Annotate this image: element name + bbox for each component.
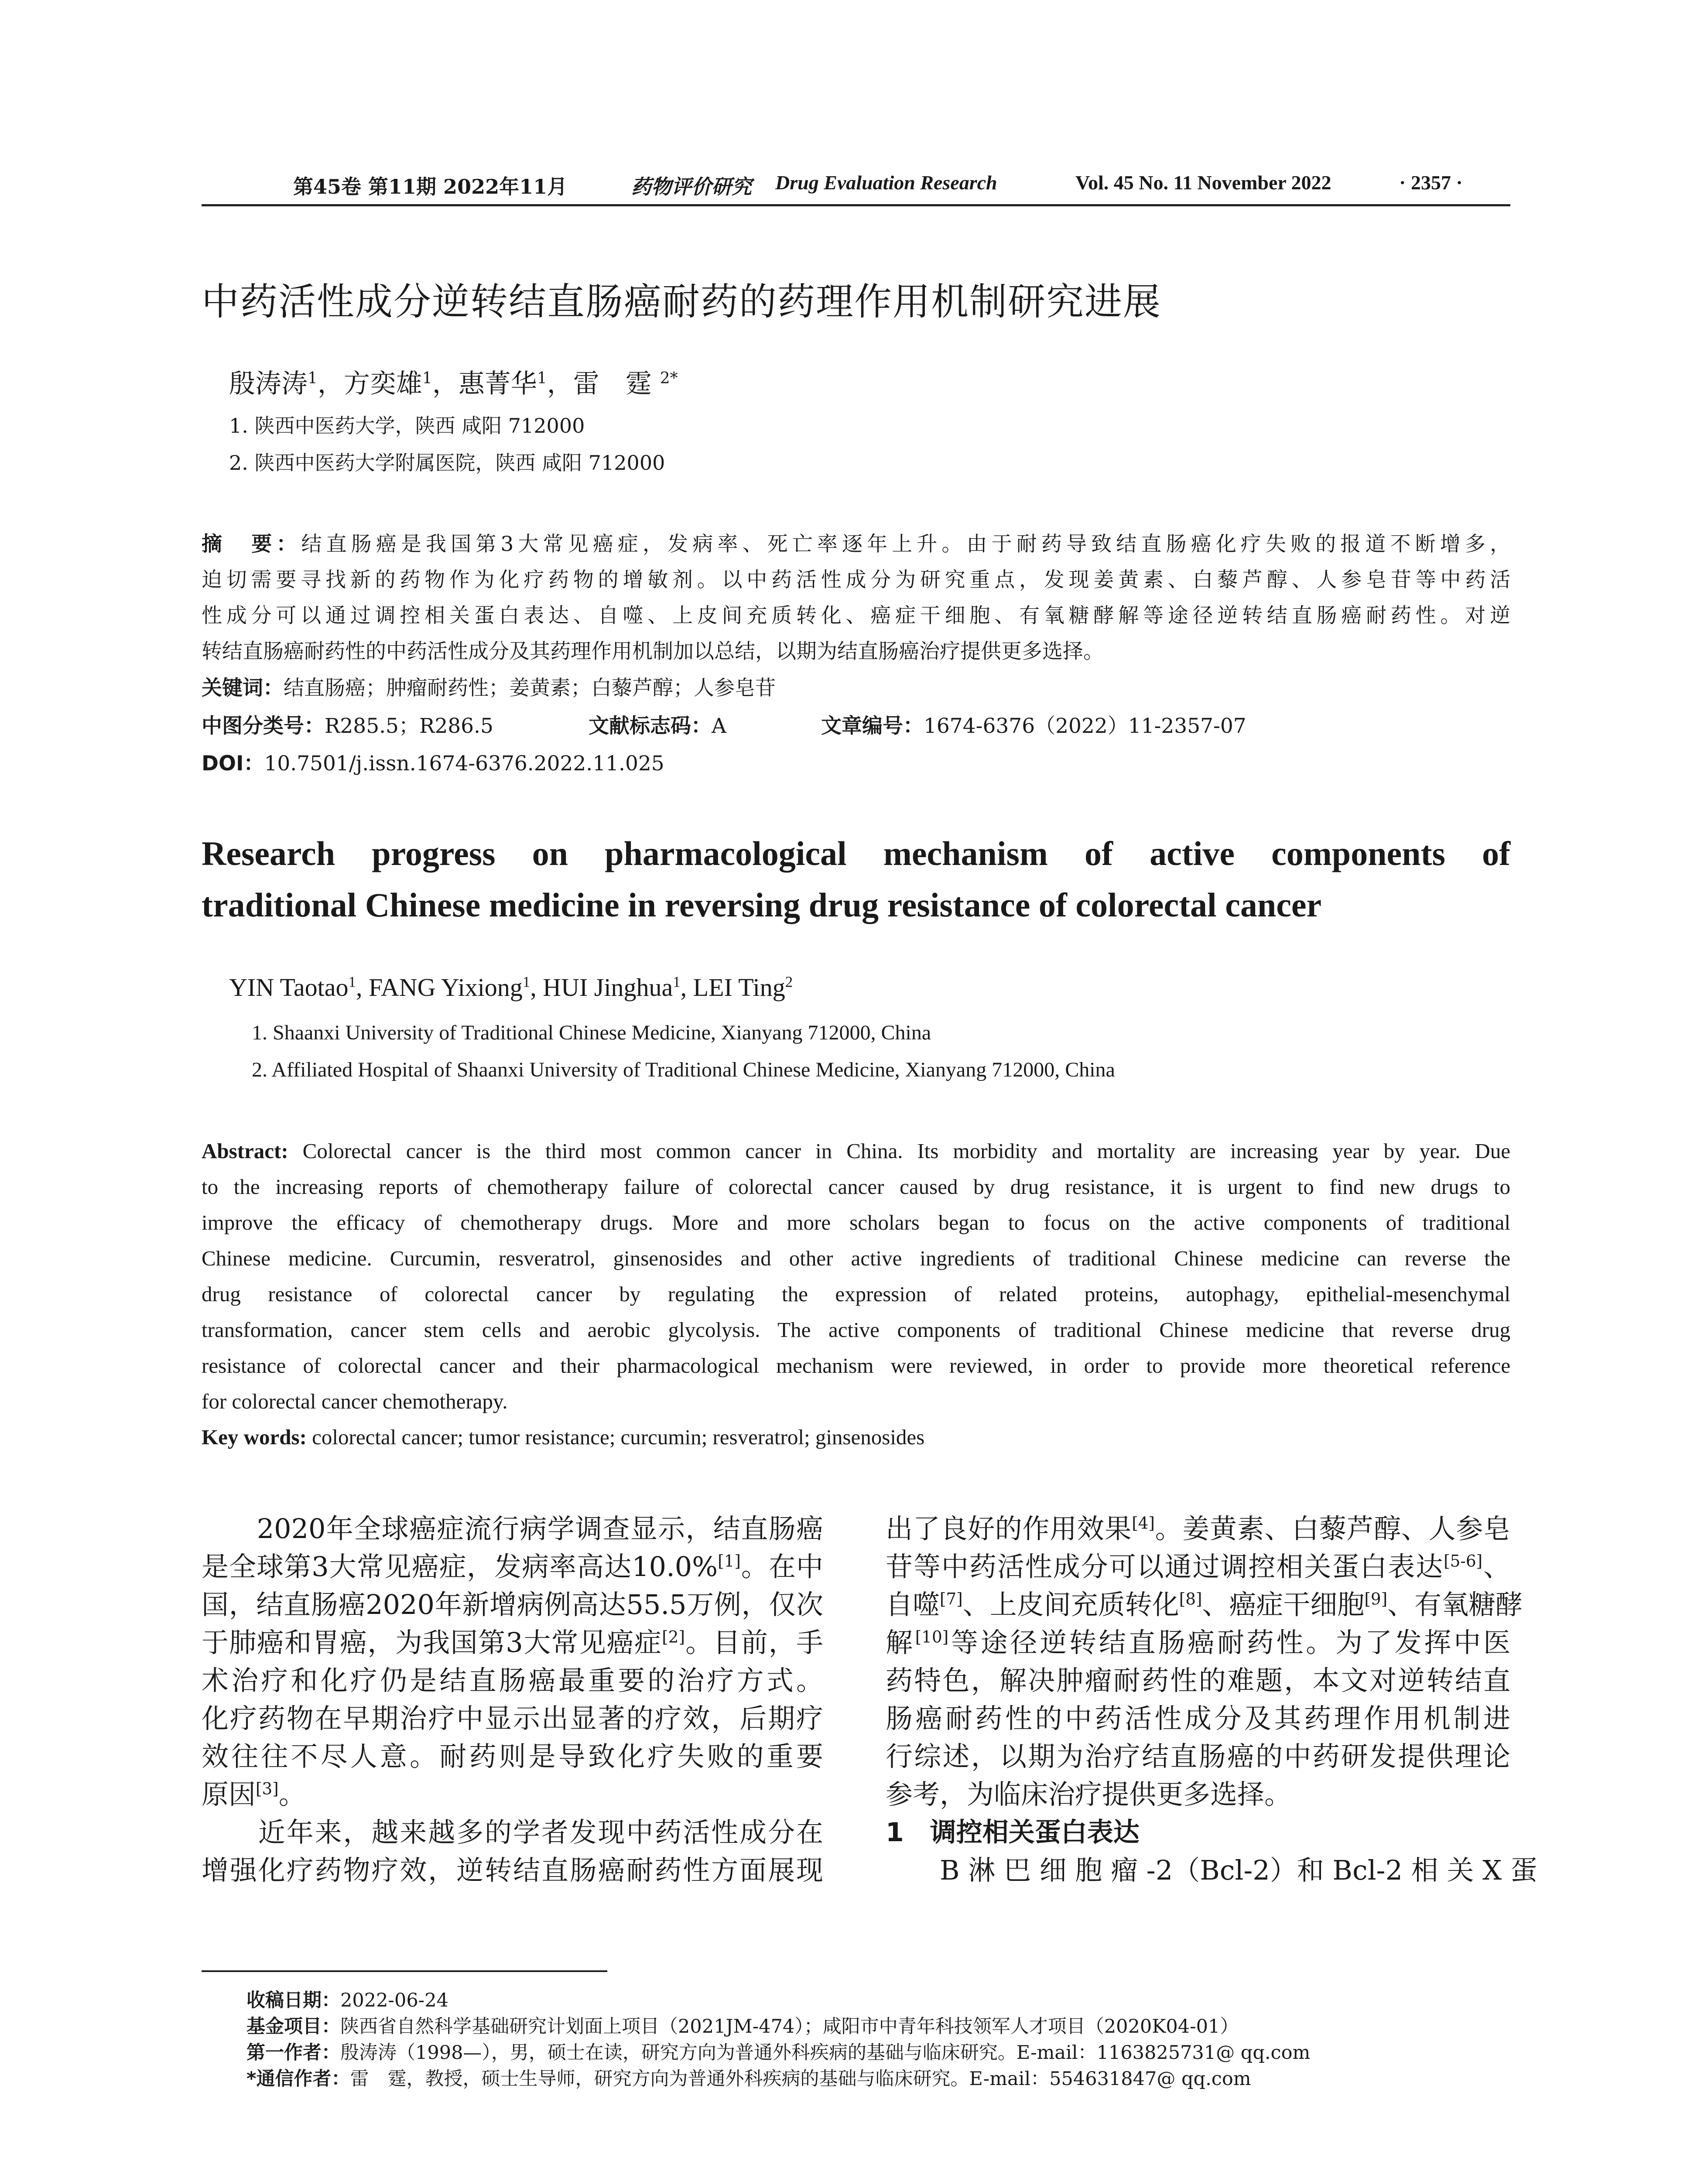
body-line: 增强化疗药物疗效，逆转结直肠癌耐药性方面展现: [202, 1854, 823, 1886]
section-number: 1: [886, 1817, 904, 1848]
en-abstract-line: improve the efficacy of chemotherapy drugs. More and more scholars began to focus on the active components of traditional: [202, 1210, 1510, 1234]
en-abstract-line: drug resistance of colorectal cancer by regulating the expression of related proteins, autophagy, epithelial-mesenchymal: [202, 1282, 1510, 1306]
footnote-first-author: 第一作者：殷涛涛（1998—），男，硕士在读，研究方向为普通外科疾病的基础与临床研究。E-mail：1163825731@ qq.com: [246, 2042, 1311, 2064]
section-title: 调控相关蛋白表达: [930, 1817, 1140, 1848]
body-line: 行综述，以期为治疗结直肠癌的中药研发提供理论: [886, 1740, 1510, 1772]
author-4: 雷 霆: [573, 369, 652, 399]
cn-affiliation-1: 1. 陕西中医药大学，陕西 咸阳 712000: [229, 414, 585, 438]
journal-name-en: Drug Evaluation Research: [775, 171, 997, 194]
article-no-label: 文章编号：: [821, 714, 924, 738]
cn-affiliation-2: 2. 陕西中医药大学附属医院，陕西 咸阳 712000: [229, 451, 665, 475]
en-abstract-line: to the increasing reports of chemotherapy failure of colorectal cancer caused by drug resistance, it is urgent to find new drugs to: [202, 1175, 1510, 1199]
en-abstract-line: Chinese medicine. Curcumin, resveratrol, ginsenosides and other active ingredients of traditional Chinese medicine can reverse the: [202, 1246, 1510, 1270]
body-line: 出了良好的作用效果[4]。姜黄素、白藜芦醇、人参皂: [886, 1513, 1510, 1545]
en-affiliation-2: 2. Affiliated Hospital of Shaanxi University of Traditional Chinese Medicine, Xianyang 712000, China: [252, 1058, 1115, 1081]
header-rule: [202, 204, 1510, 206]
body-line: 肠癌耐药性的中药活性成分及其药理作用机制进: [886, 1702, 1510, 1734]
footnote-fund: 基金项目：陕西省自然科学基础研究计划面上项目（2021JM-474）；咸阳市中青年科技领军人才项目（2020K04-01）: [246, 2016, 1239, 2037]
body-line: 术治疗和化疗仍是结直肠癌最重要的治疗方式。: [202, 1665, 823, 1696]
body-line: 是全球第3大常见癌症，发病率高达10.0%[1]。在中: [202, 1551, 823, 1583]
body-line: B 淋 巴 细 胞 瘤 -2（Bcl-2）和 Bcl-2 相 关 X 蛋: [886, 1854, 1537, 1886]
en-title-line-2: traditional Chinese medicine in reversing drug resistance of colorectal cancer: [202, 886, 1322, 924]
en-keywords: Key words: colorectal cancer; tumor resistance; curcumin; resveratrol; ginsenosides: [202, 1425, 925, 1449]
en-abstract-line: transformation, cancer stem cells and aerobic glycolysis. The active components of traditional Chinese medicine that reverse drug: [202, 1318, 1510, 1342]
cn-abstract-label: 摘 要：: [202, 532, 301, 556]
body-line: 近年来，越来越多的学者发现中药活性成分在: [202, 1816, 823, 1848]
author-1: 殷涛涛: [229, 369, 308, 399]
volume-info: Vol. 45 No. 11 November 2022: [1075, 171, 1331, 194]
en-title-line-1: Research progress on pharmacological mechanism of active components of: [202, 834, 1510, 872]
en-abstract-line: for colorectal cancer chemotherapy.: [202, 1389, 508, 1413]
body-line: 药特色，解决肿瘤耐药性的难题，本文对逆转结直: [886, 1665, 1510, 1696]
author-2: 方奕雄: [343, 369, 422, 399]
body-line: 效往往不尽人意。耐药则是导致化疗失败的重要: [202, 1740, 823, 1772]
en-abstract-line: resistance of colorectal cancer and their pharmacological mechanism were reviewed, in order to provide more theoretical reference: [202, 1354, 1510, 1378]
journal-logo-cn: 药物评价研究: [631, 175, 752, 198]
cn-keywords-label: 关键词：: [202, 676, 284, 700]
footnote-corresponding-author: *通信作者：雷 霆，教授，硕士生导师，研究方向为普通外科疾病的基础与临床研究。E-mail：554631847@ qq.com: [246, 2068, 1251, 2090]
en-abstract-label: Abstract:: [202, 1139, 288, 1163]
cn-abstract-line: 摘 要：结直肠癌是我国第3大常见癌症，发病率、死亡率逐年上升。由于耐药导致结直肠癌化疗失败的报道不断增多，: [202, 532, 1510, 556]
body-line: 国，结直肠癌2020年新增病例高达55.5万例，仅次: [202, 1589, 823, 1620]
en-abstract-line: Abstract: Colorectal cancer is the third most common cancer in China. Its morbidity and mortality are increasing year by year. Due: [202, 1139, 1510, 1163]
doi-line: DOI：10.7501/j.issn.1674-6376.2022.11.025: [202, 752, 664, 776]
cn-keywords: 关键词：结直肠癌；肿瘤耐药性；姜黄素；白藜芦醇；人参皂苷: [202, 676, 776, 700]
en-authors: YIN Taotao$^1$, FANG Yixiong$^1$, HUI Jinghua$^1$, LEI Ting$^2$: [229, 973, 793, 1002]
clc-label: 中图分类号：: [202, 714, 325, 738]
page-number: · 2357 ·: [1399, 171, 1463, 194]
issue-info-cn: 第45卷 第11期 2022年11月: [293, 175, 568, 198]
body-line: 自噬[7]、上皮间充质转化[8]、癌症干细胞[9]、有氧糖酵: [886, 1589, 1523, 1620]
cn-classification: 中图分类号：R285.5；R286.5 文献标志码：A 文章编号：1674-6376（2022）11-2357-07: [202, 714, 1246, 738]
section-heading-1: [886, 1812, 1510, 1849]
doi-label: DOI：: [202, 752, 264, 776]
body-line: 解[10]等途径逆转结直肠癌耐药性。为了发挥中医: [886, 1627, 1510, 1658]
body-line: 化疗药物在早期治疗中显示出显著的疗效，后期疗: [202, 1702, 823, 1734]
cn-abstract-line: 迫切需要寻找新的药物作为化疗药物的增敏剂。以中药活性成分为研究重点，发现姜黄素、白藜芦醇、人参皂苷等中药活: [202, 568, 1510, 592]
en-affiliation-1: 1. Shaanxi University of Traditional Chinese Medicine, Xianyang 712000, China: [252, 1021, 931, 1044]
running-header: [202, 171, 1510, 197]
cn-authors: 殷涛涛$^1$，方奕雄$^1$，惠菁华$^1$，雷 霆 $^{2*}$: [229, 369, 678, 399]
body-line: 苷等中药活性成分可以通过调控相关蛋白表达[5-6]、: [886, 1551, 1510, 1583]
body-line: 2020年全球癌症流行病学调查显示，结直肠癌: [202, 1513, 823, 1545]
en-keywords-label: Key words:: [202, 1425, 307, 1449]
body-line: 于肺癌和胃癌，为我国第3大常见癌症[2]。目前，手: [202, 1627, 823, 1658]
cn-abstract-line: 转结直肠癌耐药性的中药活性成分及其药理作用机制加以总结，以期为结直肠癌治疗提供更多选择。: [202, 639, 1104, 663]
body-line: 参考，为临床治疗提供更多选择。: [886, 1778, 1292, 1810]
cn-abstract-line: 性成分可以通过调控相关蛋白表达、自噬、上皮间充质转化、癌症干细胞、有氧糖酵解等途径逆转结直肠癌耐药性。对逆: [202, 604, 1510, 628]
footnote-rule: [202, 1970, 607, 1972]
author-3: 惠菁华: [458, 369, 537, 399]
cn-title: 中药活性成分逆转结直肠癌耐药的药理作用机制研究进展: [202, 280, 1161, 324]
doccode-label: 文献标志码：: [589, 714, 712, 738]
footnote-received: 收稿日期：2022-06-24: [246, 1990, 448, 2011]
body-line: 原因[3]。: [202, 1778, 306, 1810]
